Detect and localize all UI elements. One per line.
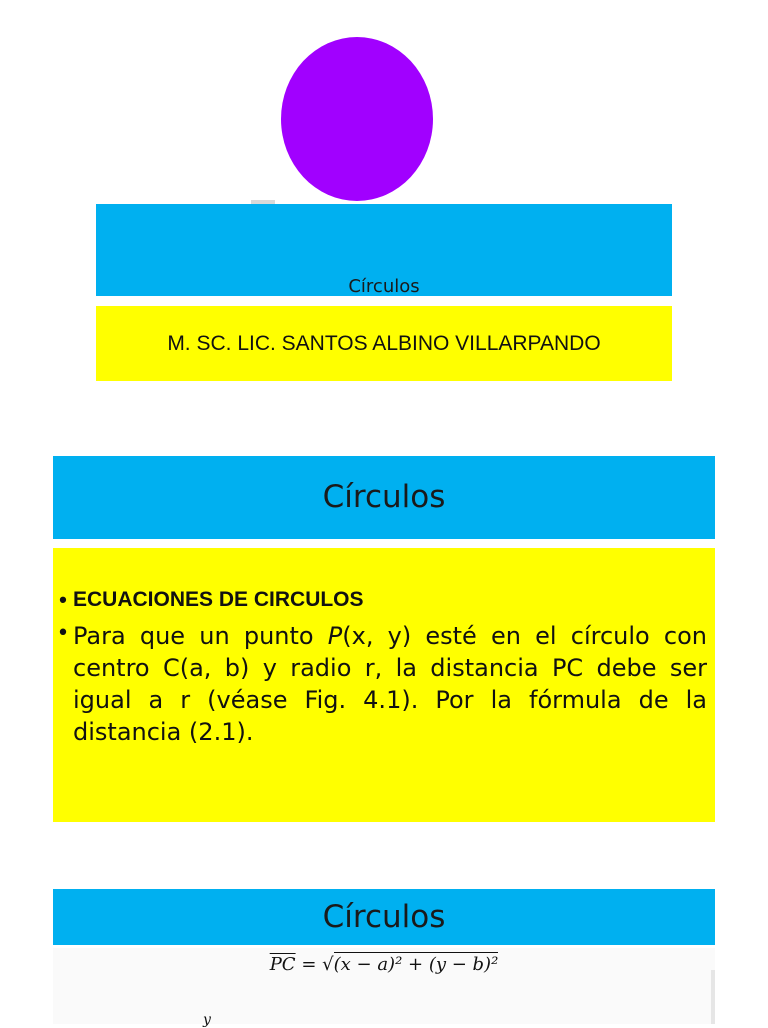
formula-equals: = bbox=[301, 954, 317, 975]
distance-formula-image bbox=[53, 948, 715, 1028]
bullet-item-definition bbox=[53, 620, 707, 748]
image-edge-line bbox=[711, 970, 715, 1024]
bullet-heading-text: ECUACIONES DE CIRCULOS bbox=[73, 588, 364, 611]
slide1-title: Círculos bbox=[348, 276, 420, 297]
bullet-body-text bbox=[73, 620, 707, 748]
slide2-content-box bbox=[53, 548, 715, 822]
bullet-item-equations bbox=[53, 586, 707, 614]
slide3-heading: Círculos bbox=[53, 889, 715, 945]
bullet-body-rest: (x, y) esté en el círculo con centro C(a, b) y radio r, la distancia PC debe ser igual a r (véase Fig. 4.1). Por la fórmula de la distancia (2.1). bbox=[73, 622, 707, 746]
formula-lhs: $\overline{PC}$ bbox=[269, 954, 296, 975]
purple-circle-graphic bbox=[281, 37, 433, 201]
bullet-body-prefix: Para que un punto bbox=[73, 622, 328, 650]
point-label: P bbox=[327, 622, 343, 650]
bullet-dot: • bbox=[56, 621, 70, 646]
slide1-title-bar bbox=[96, 204, 672, 296]
square-root-symbol: √ bbox=[322, 954, 334, 975]
slide2-heading: Círculos bbox=[53, 456, 715, 539]
slide1-author-bar bbox=[96, 306, 672, 381]
distance-formula bbox=[53, 954, 715, 975]
bullet-dot: • bbox=[59, 587, 67, 612]
formula-radicand: (x − a)² + (y − b)² bbox=[333, 954, 499, 975]
formula-next-line-fragment: y bbox=[203, 1012, 211, 1028]
author-name: M. SC. LIC. SANTOS ALBINO VILLARPANDO bbox=[167, 331, 601, 355]
